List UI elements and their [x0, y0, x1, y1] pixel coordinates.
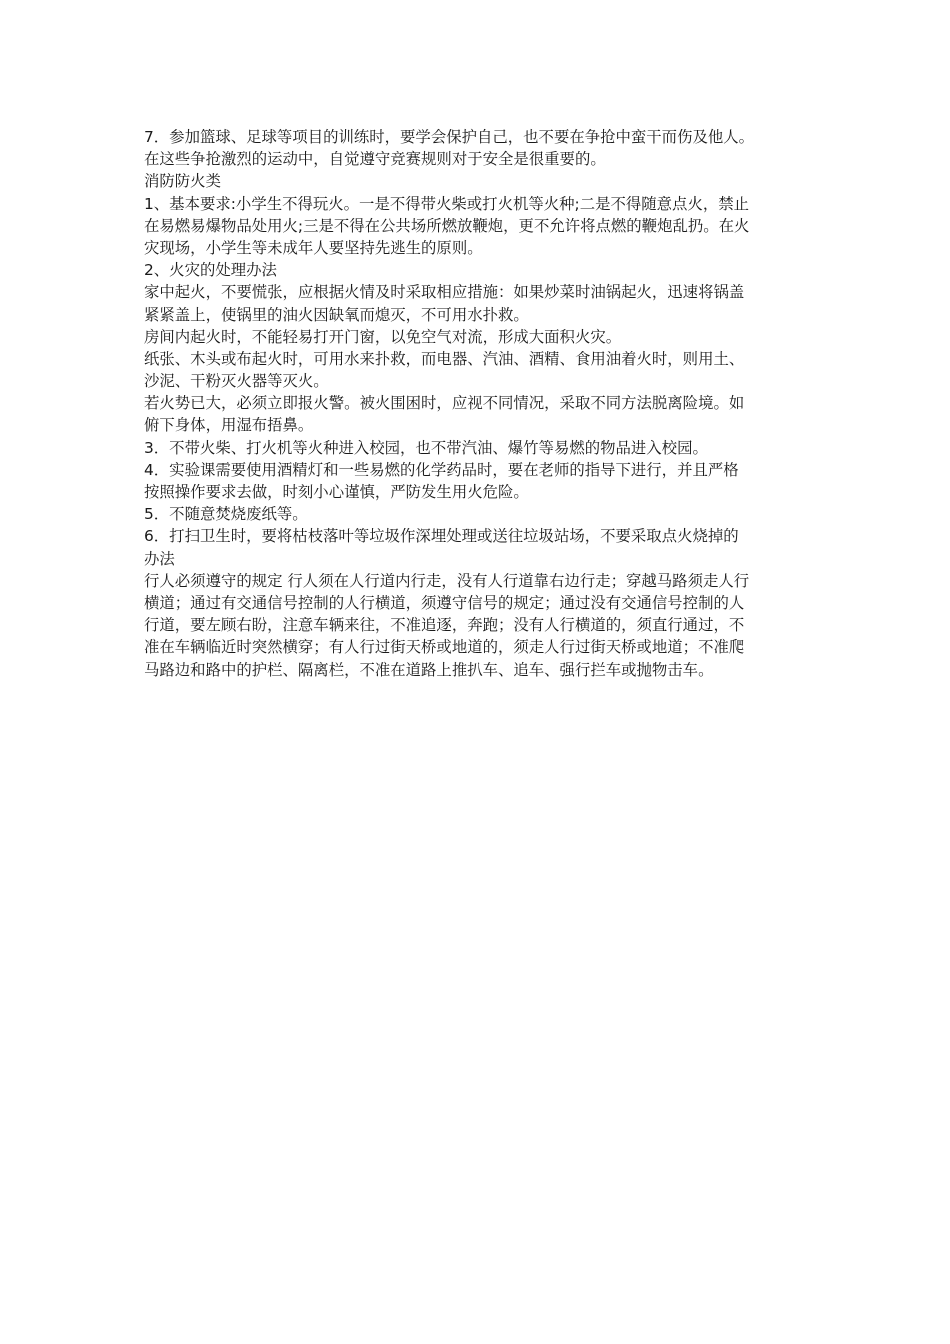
text-line: 纸张、木头或布起火时，可用水来扑救，而电器、汽油、酒精、食用油着火时，则用土、	[144, 349, 745, 368]
text-line: 6．打扫卫生时，要将枯枝落叶等垃圾作深埋处理或送往垃圾站场，不要采取点火烧掉的	[144, 527, 739, 546]
text-line: 1、基本要求:小学生不得玩火。一是不得带火柴或打火机等火种;二是不得随意点火，禁止	[144, 194, 750, 213]
text-line: 按照操作要求去做，时刻小心谨慎，严防发生用火危险。	[144, 483, 529, 501]
subheading: 2、火灾的处理办法	[144, 261, 277, 280]
text-line: 行道，要左顾右盼，注意车辆来往，不准追逐，奔跑；没有人行横道的，须直行通过，不	[144, 616, 745, 635]
text-line: 若火势已大，必须立即报火警。被火围困时，应视不同情况，采取不同方法脱离险境。如	[144, 394, 745, 413]
text-line: 沙泥、干粉灭火器等灭火。	[144, 372, 329, 391]
text-line: 5．不随意焚烧废纸等。	[144, 505, 308, 524]
text-line: 灾现场，小学生等未成年人要坚持先逃生的原则。	[144, 238, 483, 257]
text-line: 紧紧盖上，使锅里的油火因缺氧而熄灭，不可用水扑救。	[144, 305, 529, 324]
text-line: 办法	[144, 549, 175, 568]
text-line: 行人必须遵守的规定 行人须在人行道内行走，没有人行道靠右边行走；穿越马路须走人行	[144, 571, 750, 590]
text-line: 房间内起火时，不能轻易打开门窗，以免空气对流，形成大面积火灾。	[144, 327, 622, 346]
text-line: 3．不带火柴、打火机等火种进入校园，也不带汽油、爆竹等易燃的物品进入校园。	[144, 438, 708, 457]
text-line: 俯下身体，用湿布捂鼻。	[144, 416, 314, 435]
text-line: 马路边和路中的护栏、隔离栏，不准在道路上推扒车、追车、强行拦车或抛物击车。	[144, 660, 714, 679]
text-line: 家中起火，不要慌张，应根据火情及时采取相应措施：如果炒菜时油锅起火，迅速将锅盖	[144, 283, 745, 302]
section-heading: 消防防火类	[144, 172, 221, 191]
text-line: 4．实验课需要使用酒精灯和一些易燃的化学药品时，要在老师的指导下进行，并且严格	[144, 460, 739, 479]
text-line: 准在车辆临近时突然横穿；有人行过街天桥或地道的，须走人行过街天桥或地道；不准爬	[144, 638, 745, 657]
text-line: 横道；通过有交通信号控制的人行横道，须遵守信号的规定；通过没有交通信号控制的人	[144, 593, 745, 612]
text-line: 7．参加篮球、足球等项目的训练时，要学会保护自己，也不要在争抢中蛮干而伤及他人。	[144, 128, 755, 146]
text-line: 在易燃易爆物品处用火;三是不得在公共场所燃放鞭炮，更不允许将点燃的鞭炮乱扔。在火	[144, 216, 750, 235]
text-line: 在这些争抢激烈的运动中，自觉遵守竞赛规则对于安全是很重要的。	[144, 150, 606, 169]
document-body	[144, 126, 816, 681]
